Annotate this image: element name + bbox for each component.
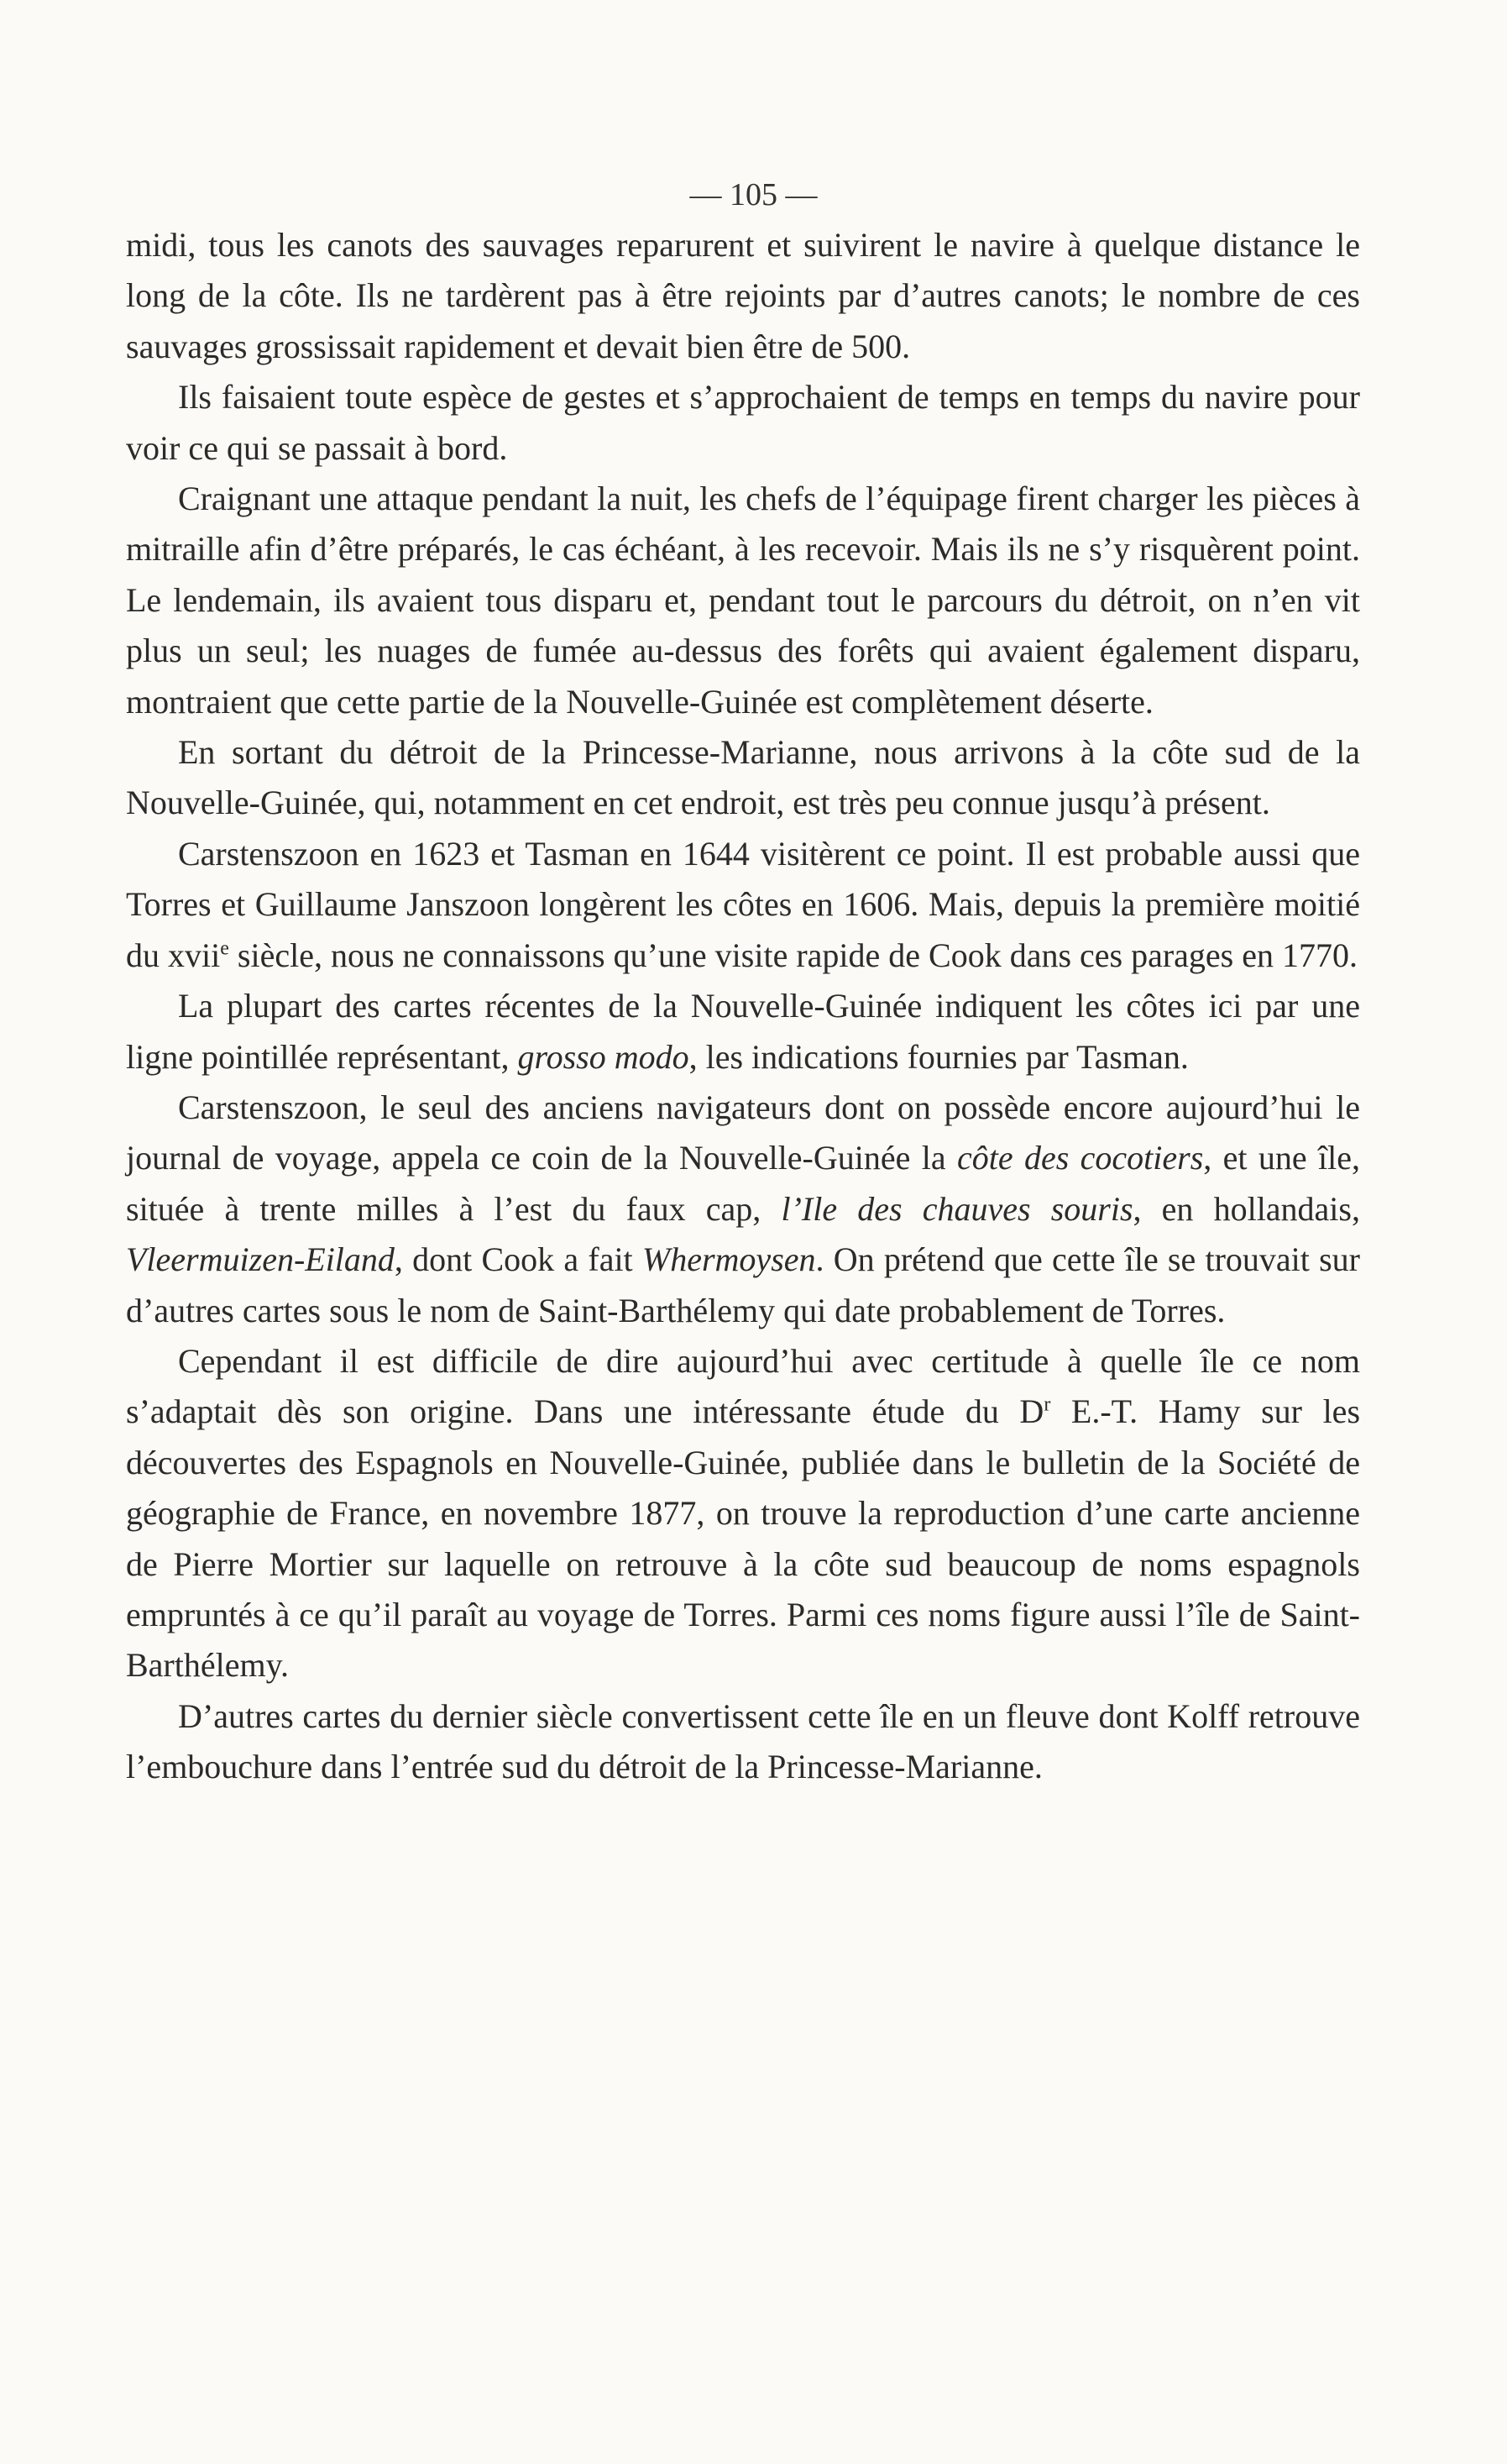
text-segment: , en hollandais, xyxy=(1133,1189,1360,1228)
text-segment: Carstenszoon, le seul des anciens navigateurs dont on possède encore aujourd’hui le journal de voyage, appela ce coin de la Nouvelle-Guinée la xyxy=(126,1088,1360,1177)
superscript: r xyxy=(1044,1394,1051,1417)
italic-text: côte des cocotiers xyxy=(956,1139,1204,1177)
text-segment: En sortant du détroit de la Princesse-Marianne, nous arrivons à la côte sud de la Nouvelle-Guinée, qui, notamment en cet endroit, est très peu connue jusqu’à présent. xyxy=(126,733,1360,822)
italic-text: l’Ile des chauves souris xyxy=(781,1189,1133,1228)
paragraph-p8 xyxy=(126,1336,1360,1691)
text-segment: Ils faisaient toute espèce de gestes et s’approchaient de temps en temps du navire pour voir ce qui se passait à bord. xyxy=(126,378,1360,467)
text-segment: E.-T. Hamy sur les découvertes des Espagnols en Nouvelle-Guinée, publiée dans le bulletin de la Société de géographie de France, en novembre 1877, on trouve la reproduction d’une carte ancienne de Pierre Mortier sur laquelle on retrouve à la côte sud beaucoup de noms espagnols empruntés à ce qu’il paraît au voyage de Torres. Parmi ces noms figure aussi l’île de Saint-Barthélemy. xyxy=(126,1392,1361,1685)
paragraph-p4 xyxy=(126,727,1360,829)
paragraph-p3 xyxy=(126,474,1360,727)
paragraph-p1 xyxy=(126,220,1360,372)
text-segment: La plupart des cartes récentes de la Nouvelle-Guinée indiquent les côtes ici par une ligne pointillée représentant, xyxy=(126,987,1360,1076)
italic-text: grosso modo xyxy=(517,1037,689,1076)
superscript: e xyxy=(220,937,229,960)
text-segment: , et une île, située à trente milles à l’est du faux cap, xyxy=(126,1139,1360,1228)
italic-text: Whermoysen xyxy=(641,1240,816,1279)
text-segment: , les indications fournies par Tasman. xyxy=(688,1037,1189,1076)
text-segment: siècle, nous ne connaissons qu’une visite rapide de Cook dans ces parages en 1770. xyxy=(228,936,1358,974)
text-segment: Craignant une attaque pendant la nuit, les chefs de l’équipage firent charger les pièces à mitraille afin d’être préparés, le cas échéant, à les recevoir. Mais ils ne s’y risquèrent point. Le lendemain, ils avaient tous disparu et, pendant tout le parcours du détroit, on n’en vit plus un seul; les nuages de fumée au-dessus des forêts qui avaient également disparu, montraient que cette partie de la Nouvelle-Guinée est complètement déserte. xyxy=(126,480,1360,721)
paragraph-p5 xyxy=(126,829,1360,981)
paragraph-p2 xyxy=(126,372,1360,474)
text-segment: D’autres cartes du dernier siècle convertissent cette île en un fleuve dont Kolff retrouve l’embouchure dans l’entrée sud du détroit de la Princesse-Marianne. xyxy=(126,1696,1360,1786)
page-body xyxy=(126,220,1360,1793)
paragraph-p9 xyxy=(126,1691,1360,1793)
text-segment: Cependant il est difficile de dire aujourd’hui avec certitude à quelle île ce nom s’adaptait dès son origine. Dans une intéressante étude du D xyxy=(126,1341,1360,1431)
text-segment: , dont Cook a fait xyxy=(394,1240,642,1279)
paragraph-p6 xyxy=(126,981,1360,1083)
paragraph-p7 xyxy=(126,1083,1360,1336)
italic-text: Vleermuizen-Eiland xyxy=(126,1240,395,1279)
text-segment: Carstenszoon en 1623 et Tasman en 1644 visitèrent ce point. Il est probable aussi que Torres et Guillaume Janszoon longèrent les côtes en 1606. Mais, depuis la première moitié du xvii xyxy=(126,834,1360,974)
text-segment: . On prétend que cette île se trouvait sur d’autres cartes sous le nom de Saint-Barthélemy qui date probablement de Torres. xyxy=(126,1240,1360,1329)
text-segment: midi, tous les canots des sauvages reparurent et suivirent le navire à quelque distance le long de la côte. Ils ne tardèrent pas à être rejoints par d’autres canots; le nombre de ces sauvages grossissait rapidement et devait bien être de 500. xyxy=(126,226,1360,365)
page-number: — 105 — xyxy=(689,177,818,212)
